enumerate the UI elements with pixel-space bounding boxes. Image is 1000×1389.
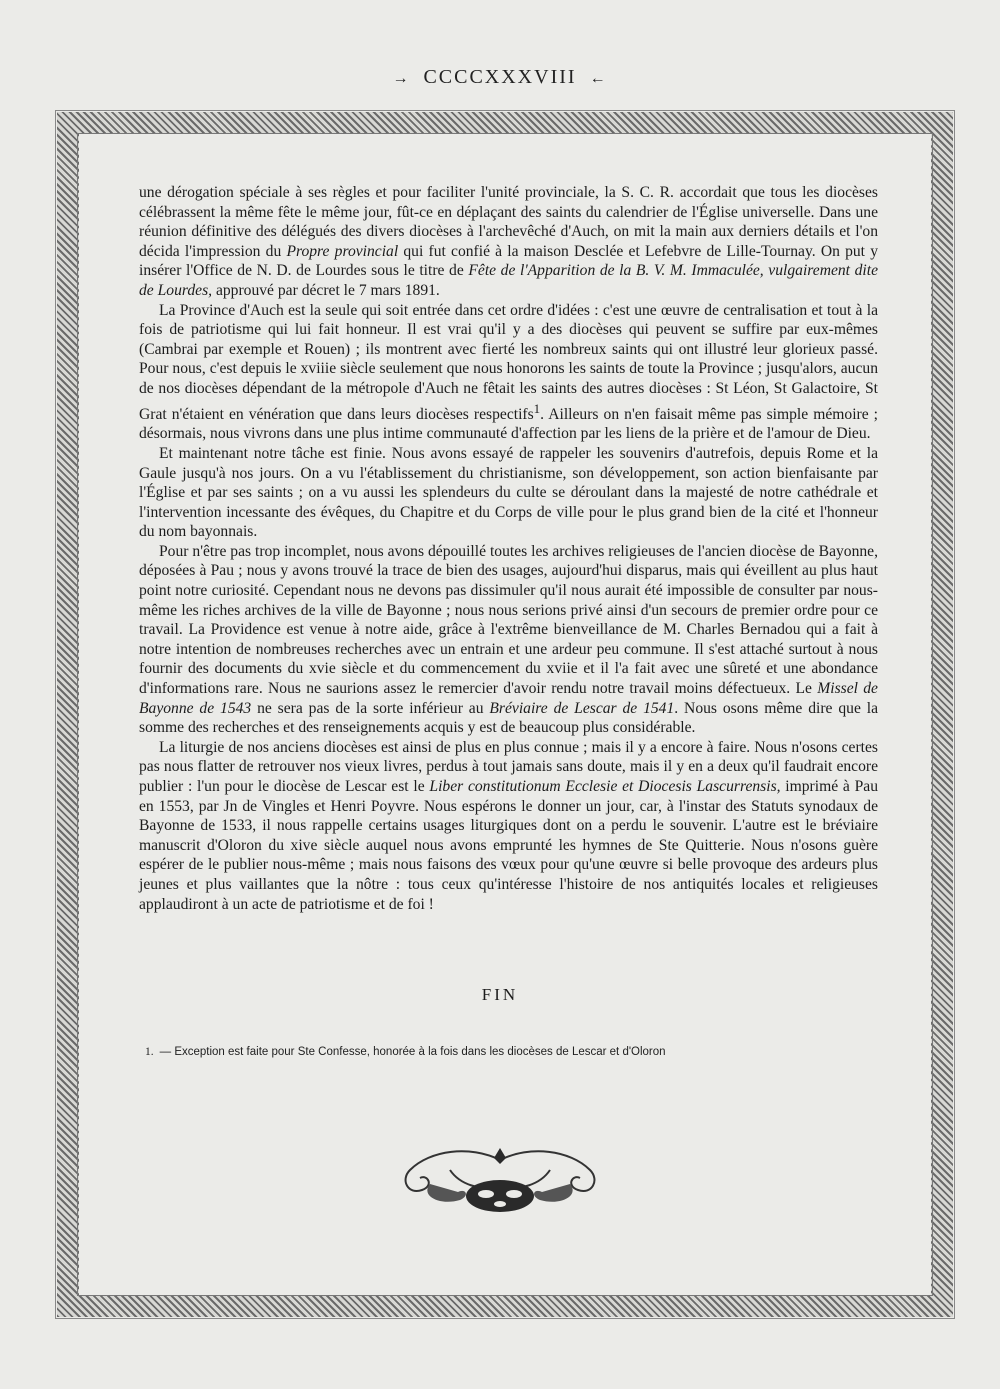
p2-text-b: . Ailleurs on n'en faisait même pas simple mémoire ; désormais, nous vivrons dans une plus intime communauté d'affection par les liens de la prière et de l'amour de Dieu. [139,405,879,443]
p2-text-a: La Province d'Auch est la seule qui soit entrée dans cet ordre d'idées : c'est une œuvre de centralisation et tout à la fois de patriotisme qui lui fait honneur. Il est vrai qu'il y a des diocèses qui peuvent se suffire par eux-mêmes (Cambrai par exemple et Rouen) ; ils montrent avec fierté les nombreux saints qui ont illustré leur glorieux passé. Pour nous, c'est depuis le xviiie siècle seulement que nous honorons les saints de toute la Province ; jusqu'alors, aucun de nos diocèses dépendant de la métropole d'Auch ne fêtait les saints des autres diocèses : St Léon, St Galactoire, St Grat n'étaient en vénération que dans leurs diocèses respectifs [139,301,878,423]
p4-text-e: . Nous osons même dire que la somme des recherches et des renseignements acquis y est de beaucoup plus considérable. [139,699,878,737]
footnote-text: — Exception est faite pour Ste Confesse, honorée à la fois dans les diocèses de Lescar et d'Oloron [159,1046,666,1058]
paragraph-2 [139,301,878,444]
p1-italic-fete: Fête de l'Apparition de la B. V. M. Immaculée, vulgairement dite de Lourdes, [139,262,878,299]
p4-text-c: ne sera pas de la sorte inférieur au [251,699,490,717]
footnote-ref: 1 [533,400,541,416]
p1-text-a: une dérogation spéciale à ses règles et pour faciliter l'unité provinciale, la S. C. R. accordait que tous les diocèses célébrassent la même fête le même jour, fût-ce en déplaçant des saints du calendrier de l'Église universelle. Dans une réunion définitive des délégués des divers diocèses à l'archevêché d'Auch, on mit la main aux derniers détails et l'on décida l'impression du [139,184,878,260]
p1-text-e: approuvé par décret le 7 mars 1891. [212,281,440,299]
p4-text-a: Pour n'être pas trop incomplet, nous avons dépouillé toutes les archives religieuses de l'ancien diocèse de Bayonne, déposées à Pau ; nous y avons trouvé la trace de bien des usages, aujourd'hui disparus, mais qui éveillent au plus haut point notre curiosité. Cependant nous ne devons pas dissimuler qu'il nous aurait été impossible de consulter par nous-même les riches archives de la ville de Bayonne ; nous nous serions privé ainsi d'un secours de premier ordre pour ce travail. La Providence est venue à notre aide, grâce à l'extrême bienveillance de M. Charles Bernadou qui a fait à notre intention de nombreuses recherches avec un entrain et une ardeur peu commune. Il s'est attaché surtout à nous fournir des documents du xvie siècle et du commencement du xviie et il l'a fait avec une sûreté et une abondance d'informations rare. Nous ne saurions assez le remercier d'avoir rendu notre travail moins défectueux. Le [139,542,878,698]
p4-italic-missel: Missel de Bayonne de 1543 [139,680,878,717]
p4-italic-breviaire: Bréviaire de Lescar de 1541 [489,699,675,717]
page-number-label: CCCCXXXVIII [423,66,577,88]
fin-heading: FIN [481,985,519,1004]
footnote [145,1046,875,1058]
page-number [0,66,1000,89]
paragraph-1 [139,183,878,301]
paragraph-5 [139,738,878,914]
paragraph-3: Et maintenant notre tâche est finie. Nous avons essayé de rappeler les souvenirs d'autrefois, depuis Rome et la Gaule jusqu'à nos jours. On a vu l'établissement du christianisme, son développement, son action bienfaisante par l'Église et par ses saints ; on a vu aussi les splendeurs du culte se déroulant dans la majesté de notre cathédrale et l'intervention incessante des évêques, du Chapitre et du Corps de ville pour le plus grand bien de la cité et l'honneur du nom bayonnais. [139,444,878,541]
p5-text-c: imprimé à Pau en 1553, par Jn de Vingles et Henri Poyvre. Nous espérons le donner un jour, car, à l'instar des Statuts synodaux de Bayonne de 1533, il nous rappelle certains usages liturgiques dont on a perdu le souvenir. L'autre est le bréviaire manuscrit d'Oloron du xive siècle auquel nous avons emprunté les hymnes de Ste Quitterie. Nous n'osons guère espérer de le publier nous-même ; mais nous faisons des vœux pour qu'une œuvre si belle provoque des ardeurs plus jeunes et plus vaillantes que la nôtre : tous ceux qu'intéresse l'histoire de nos antiquités locales et religieuses applaudiront à un acte de patriotisme et de foi ! [139,778,878,913]
right-arrow-icon: → [392,70,411,87]
p1-text-c: qui fut confié à la maison Desclée et Lefebvre de Lille-Tournay. On put y insérer l'Office de N. D. de Lourdes sous le titre de [139,242,878,280]
left-arrow-icon: ← [589,70,608,87]
p1-italic-propre: Propre provincial [286,242,399,260]
paragraph-4 [139,542,878,738]
p5-text-a: La liturgie de nos anciens diocèses est ainsi de plus en plus connue ; mais il y a encore à faire. Nous n'osons certes pas nous flatter de retrouver nos vieux livres, perdus à tout jamais sans doute, mais il y en a deux qu'il faudrait encore publier : l'un pour le diocèse de Lescar est le [139,738,878,795]
tailpiece-ornament-icon [390,1140,610,1220]
footnote-number: 1. [145,1046,154,1058]
body-text [139,183,878,914]
p5-italic-liber: Liber constitutionum Ecclesie et Diocesis Lascurrensis, [429,778,781,795]
